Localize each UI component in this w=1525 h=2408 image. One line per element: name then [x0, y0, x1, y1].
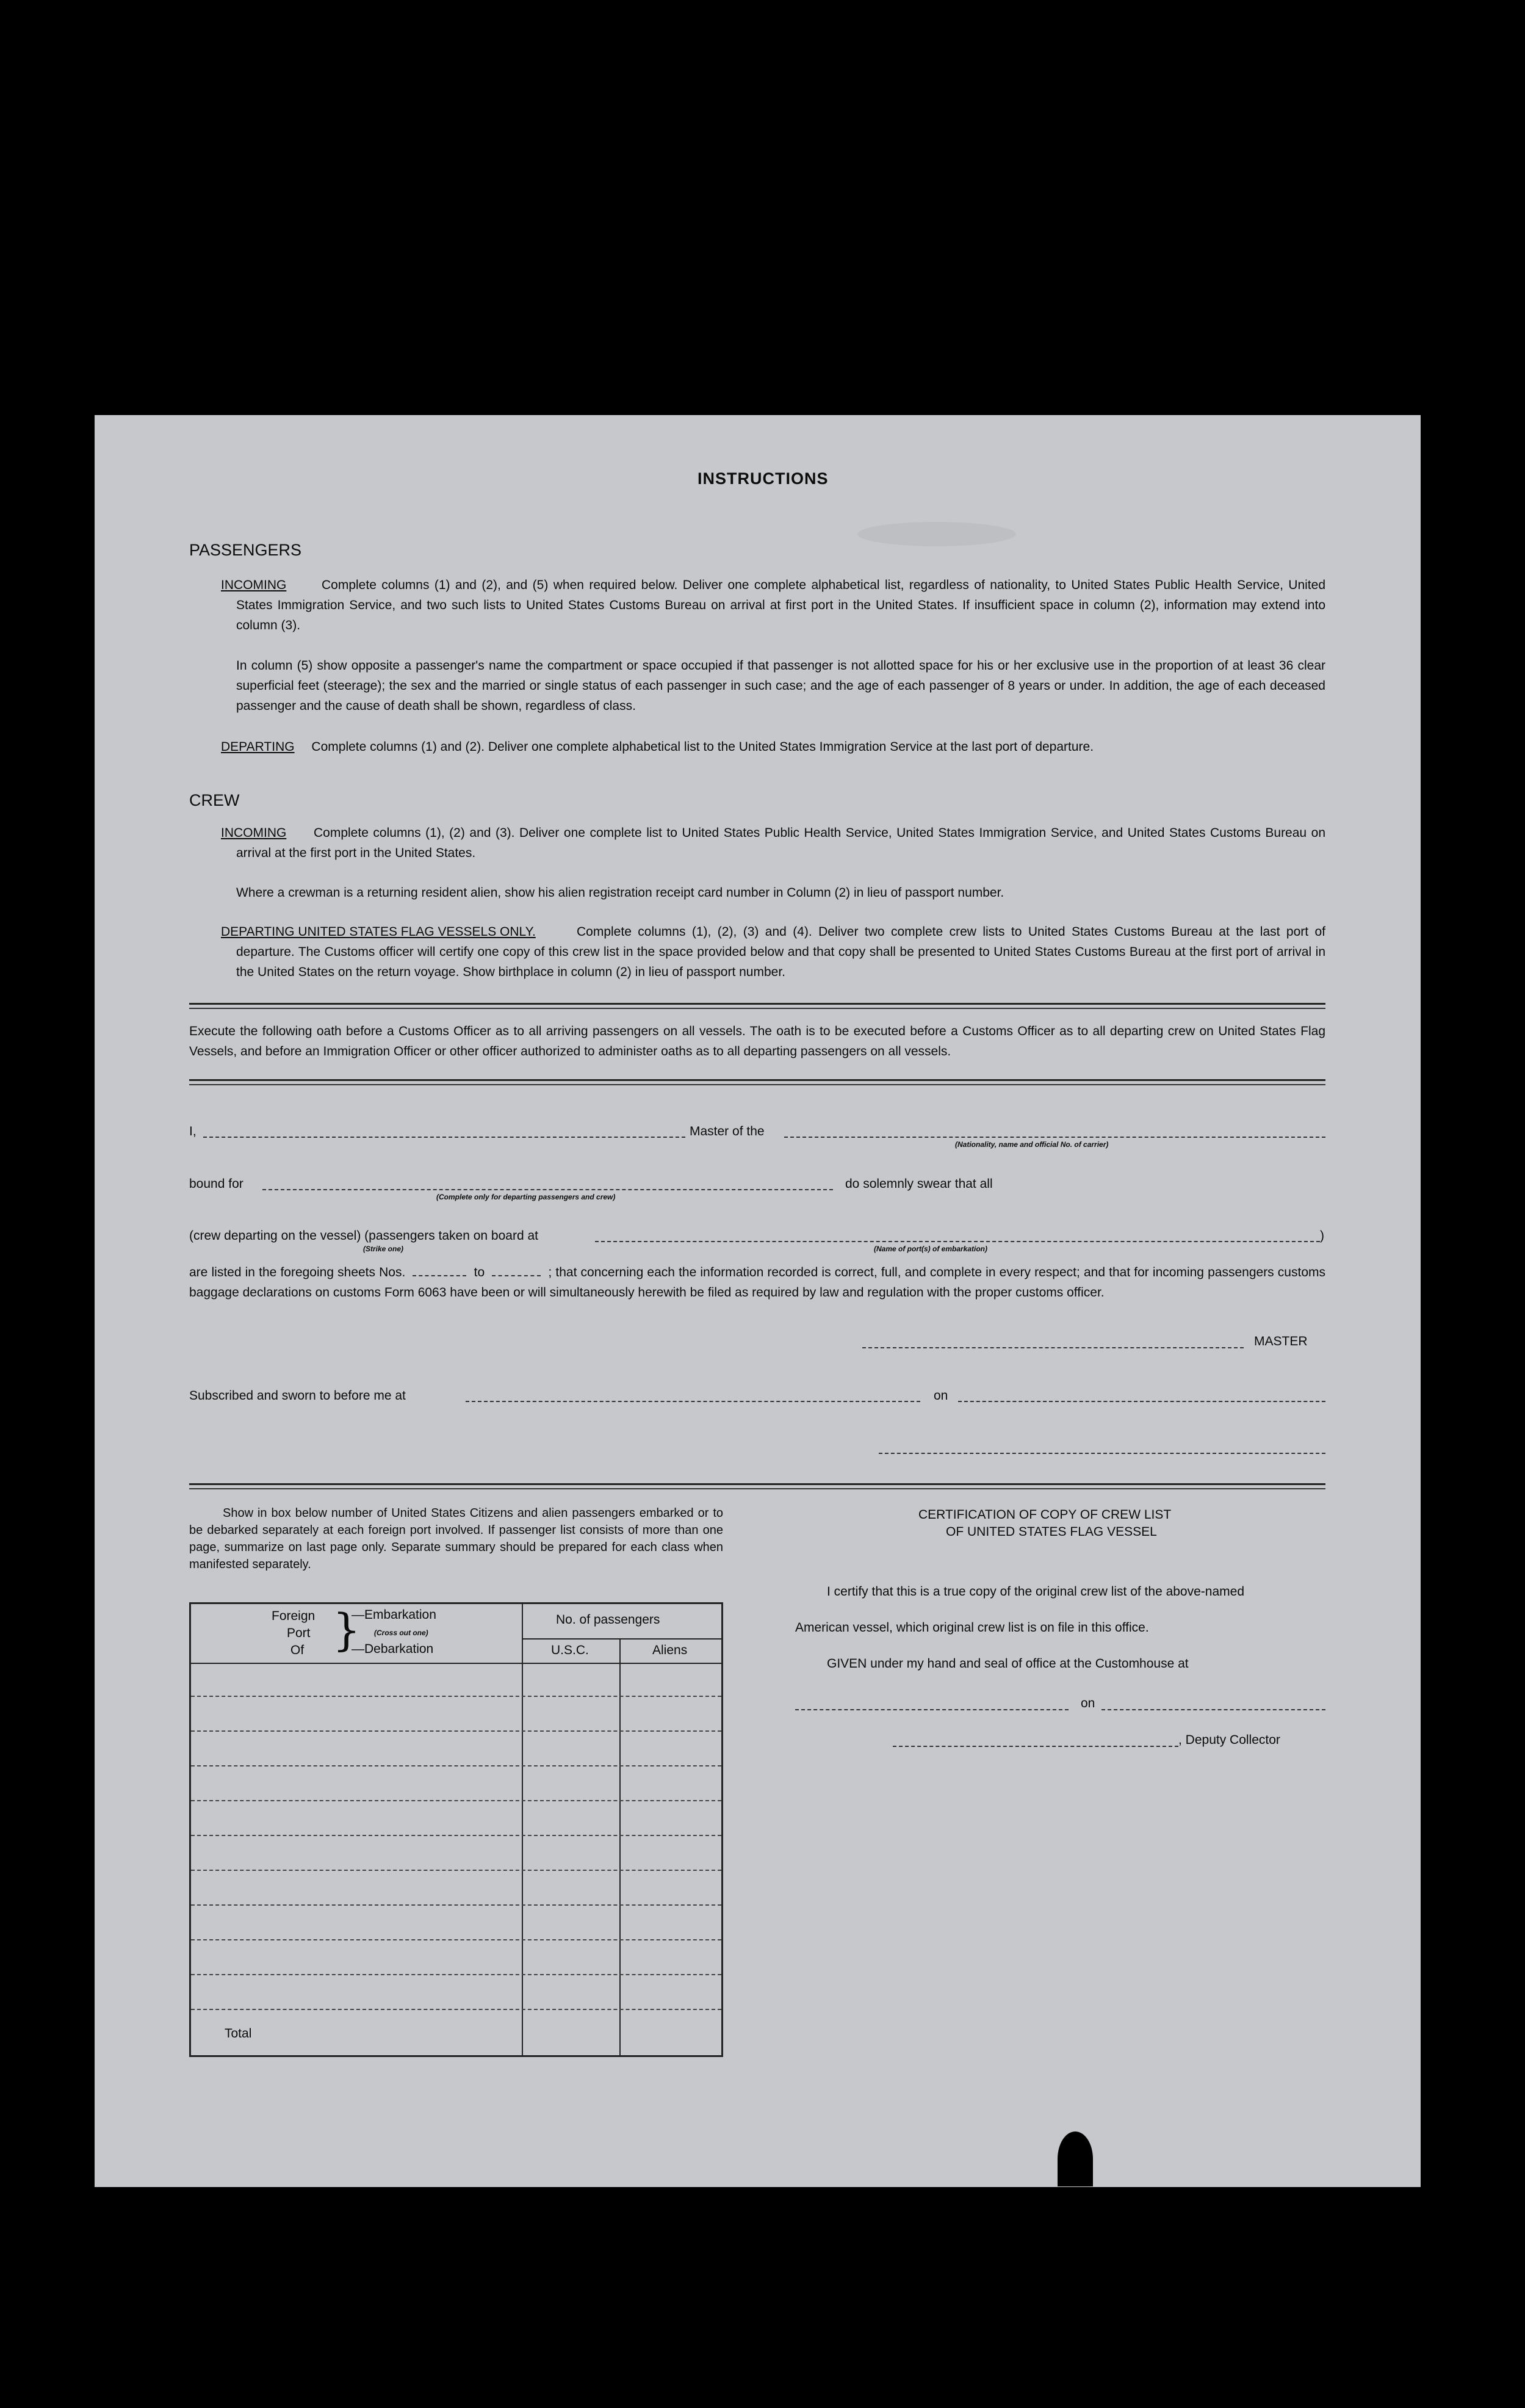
certification-date-field[interactable]: [1101, 1709, 1325, 1710]
table-row[interactable]: [191, 1974, 721, 1975]
sworn-on-label: on: [934, 1389, 948, 1403]
nationality-note: (Nationality, name and official No. of carrier): [955, 1140, 1109, 1149]
certification-on-label: on: [1081, 1696, 1095, 1710]
departing-note: (Complete only for departing passengers and crew): [436, 1193, 616, 1201]
divider-rule: [189, 1079, 1325, 1081]
table-row[interactable]: [191, 1835, 721, 1836]
sworn-date-field[interactable]: [958, 1401, 1325, 1402]
passengers-heading: PASSENGERS: [189, 541, 302, 559]
listed-paragraph: [189, 1262, 1325, 1303]
sworn-at-field[interactable]: [466, 1401, 920, 1402]
no-of-passengers-label: No. of passengers: [556, 1613, 660, 1627]
paper-stain: [857, 522, 1016, 546]
carrier-field[interactable]: [784, 1137, 1325, 1138]
listed-prefix: are listed in the foregoing sheets Nos.: [189, 1265, 406, 1279]
embarkation-label: —Embarkation: [352, 1608, 436, 1622]
form-title: INSTRUCTIONS: [698, 469, 829, 488]
aliens-label: Aliens: [652, 1643, 688, 1657]
crew-departing-label: DEPARTING UNITED STATES FLAG VESSELS ONLY.: [221, 925, 536, 939]
passengers-departing-label: DEPARTING: [221, 740, 295, 754]
passengers-departing-paragraph: [221, 737, 1325, 757]
bound-for-field[interactable]: [262, 1189, 833, 1190]
cross-out-note: (Cross out one): [374, 1629, 428, 1637]
master-name-field[interactable]: [203, 1137, 685, 1138]
certification-text3: GIVEN under my hand and seal of office at the Customhouse at: [827, 1657, 1189, 1671]
passenger-summary-table: [189, 1602, 723, 2057]
table-row[interactable]: [191, 1800, 721, 1801]
col-divider: [619, 1663, 621, 2055]
form-page: [95, 415, 1421, 2187]
divider-rule: [189, 1488, 1325, 1489]
col-divider: [522, 1604, 523, 2055]
crew-departing-paragraph: [221, 922, 1325, 982]
bound-for-label: bound for: [189, 1177, 243, 1191]
passengers-incoming-text: Complete columns (1) and (2), and (5) when required below. Deliver one complete alphabetical list, regardless of nationality, to United States Public Health Service, United States Immigration Service, and two such lists to United States Customs Bureau on arrival at first port in the United States. If insufficient space in column (2), information may extend into column (3).: [236, 578, 1325, 632]
close-paren: ): [1320, 1229, 1324, 1243]
certification-text2: American vessel, which original crew list is on file in this office.: [795, 1621, 1149, 1635]
certification-title-line2: OF UNITED STATES FLAG VESSEL: [946, 1525, 1157, 1539]
master-signature-field[interactable]: [862, 1347, 1244, 1348]
crew-passengers-label: (crew departing on the vessel) (passengers taken on board at: [189, 1229, 538, 1243]
header-bottom: [191, 1663, 721, 1664]
table-row[interactable]: [191, 1904, 721, 1906]
master-of-the-label: Master of the: [690, 1124, 765, 1138]
subscribed-label: Subscribed and sworn to before me at: [189, 1389, 406, 1403]
total-label: Total: [225, 2027, 252, 2041]
divider-rule: [189, 1483, 1325, 1485]
table-row[interactable]: [191, 1730, 721, 1732]
table-row[interactable]: [191, 1696, 721, 1697]
brace-icon: }: [333, 1604, 361, 1655]
certification-title-line1: CERTIFICATION OF COPY OF CREW LIST: [918, 1508, 1172, 1522]
ports-note: (Name of port(s) of embarkation): [874, 1245, 988, 1253]
deputy-signature-field[interactable]: [893, 1746, 1178, 1747]
listed-text: ; that concerning each the information recorded is correct, full, and complete in every respect; and that for incoming passengers customs baggage declarations on customs Form 6063 have been or will simultaneously herewith be filed as required by law and regulation with the proper customs officer.: [189, 1265, 1325, 1300]
table-row[interactable]: [191, 2009, 721, 2010]
column5-text: In column (5) show opposite a passenger's name the compartment or space occupied if that passenger is not allotted space for his or her exclusive use in the proportion of at least 36 clear superficial feet (steerage); the sex and the married or single status of each passenger in such case; and the age of each passenger of 8 years or under. In addition, the age of each deceased passenger and the cause of death shall be shown, regardless of class.: [236, 659, 1325, 713]
table-row[interactable]: [191, 1939, 721, 1940]
sheet-from-field[interactable]: [413, 1275, 466, 1276]
crew-incoming-label: INCOMING: [221, 826, 287, 840]
officer-signature-field[interactable]: [879, 1453, 1325, 1454]
oath-i-label: I,: [189, 1124, 196, 1138]
embarkation-ports-field[interactable]: [595, 1241, 1320, 1242]
divider-rule: [189, 1084, 1325, 1085]
passengers-departing-text: Complete columns (1) and (2). Deliver one complete alphabetical list to the United States Immigration Service at the last port of departure.: [311, 740, 1094, 754]
of-label: Of: [290, 1643, 305, 1657]
divider-rule: [189, 1003, 1325, 1005]
table-row[interactable]: [191, 1870, 721, 1871]
passengers-incoming-label: INCOMING: [221, 578, 287, 592]
crew-departing-text: Complete columns (1), (2), (3) and (4). Deliver two complete crew lists to United States Customs Bureau at the last port of departure. The Customs officer will certify one copy of this crew list in the space provided below and that copy shall be presented to United States Customs Bureau at the first port of arrival in the United States on the return voyage. Show birthplace in column (2) in lieu of passport number.: [236, 925, 1325, 979]
passengers-incoming-paragraph: [221, 575, 1325, 635]
crew-incoming-paragraph: [221, 823, 1325, 863]
debarkation-label: —Debarkation: [352, 1642, 434, 1656]
crew-resident-text: Where a crewman is a returning resident alien, show his alien registration receipt card number in Column (2) in lieu of passport number.: [236, 886, 1004, 900]
strike-one-note: (Strike one): [363, 1245, 404, 1253]
oath-instruction: Execute the following oath before a Customs Officer as to all arriving passengers on all vessels. The oath is to be executed before a Customs Officer as to all departing crew on United States Flag Vessels, and before an Immigration Officer or other officer authorized to administer oaths as to all departing passengers on all vessels.: [189, 1024, 1325, 1058]
customhouse-field[interactable]: [795, 1709, 1069, 1710]
header-divider: [522, 1638, 721, 1640]
deputy-collector-label: , Deputy Collector: [1178, 1733, 1280, 1747]
sheet-to-field[interactable]: [492, 1275, 541, 1276]
crew-heading: CREW: [189, 791, 240, 809]
usc-label: U.S.C.: [551, 1643, 589, 1657]
divider-rule: [189, 1008, 1325, 1009]
crew-incoming-text: Complete columns (1), (2) and (3). Deliver one complete list to United States Public Health Service, United States Immigration Service, and United States Customs Bureau on arrival at the first port in the United States.: [236, 826, 1325, 860]
swear-label: do solemnly swear that all: [845, 1177, 993, 1191]
master-label: MASTER: [1254, 1334, 1308, 1348]
port-label: Port: [287, 1626, 311, 1640]
to-label: to: [474, 1265, 485, 1279]
summary-instruction: Show in box below number of United States Citizens and alien passengers embarked or to be debarked separately at each foreign port involved. If passenger list consists of more than one page, summarize on last page only. Separate summary should be prepared for each class when manifested separately.: [189, 1506, 723, 1571]
certification-text1: I certify that this is a true copy of the original crew list of the above-named: [827, 1585, 1244, 1599]
foreign-label: Foreign: [272, 1609, 315, 1623]
punch-hole: [1058, 2131, 1093, 2186]
table-row[interactable]: [191, 1765, 721, 1766]
